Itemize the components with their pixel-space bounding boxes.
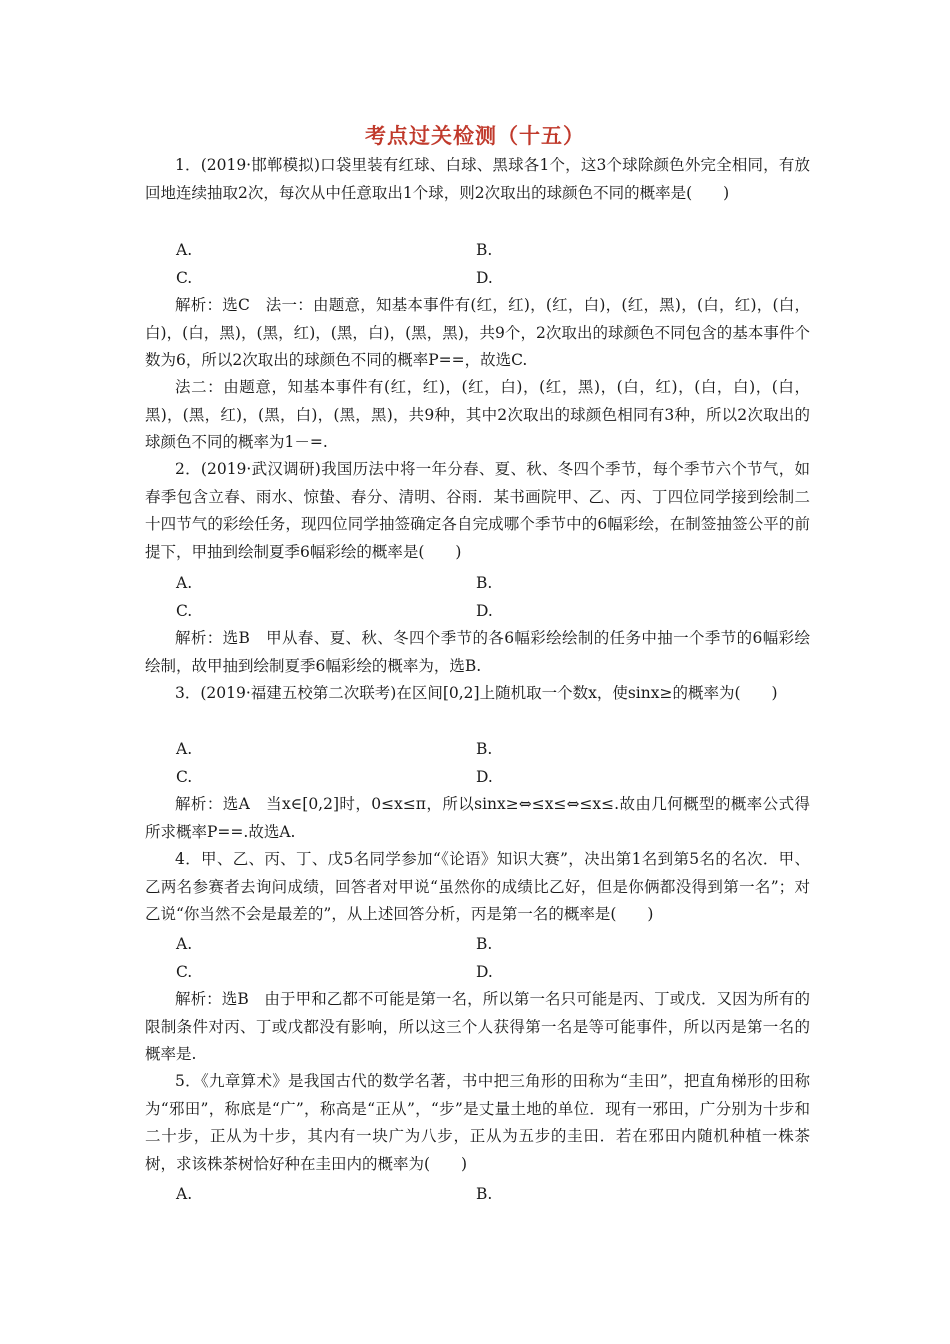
question-3-stem: 3．(2019·福建五校第二次联考)在区间[0,2]上随机取一个数x，使sinx≥的概率为( ) [175, 684, 778, 702]
q4-option-b: B. [476, 935, 493, 953]
question-4-stem: 4．甲、乙、丙、丁、戊5名同学参加“《论语》知识大赛”，决出第1名到第5名的名次．甲、乙两名参赛者去询问成绩，回答者对甲说“虽然你的成绩比乙好，但是你俩都没得到第一名”；对乙说“你当然不会是最差的”，从上述回答分析，丙是第一名的概率是( ) [145, 850, 810, 924]
q3-option-c: C. [176, 768, 193, 786]
q3-option-b: B. [476, 740, 493, 758]
q5-option-b: B. [476, 1185, 493, 1203]
q2-option-c: C. [176, 602, 193, 620]
q2-solution: 解析：选B 甲从春、夏、秋、冬四个季节的各6幅彩绘绘制的任务中抽一个季节的6幅彩绘绘制，故甲抽到绘制夏季6幅彩绘的概率为，选B. [145, 629, 810, 675]
q1-option-b: B. [476, 241, 493, 259]
page-title: 考点过关检测（十五） [365, 123, 585, 148]
q1-option-d: D. [476, 269, 493, 287]
q4-option-c: C. [176, 963, 193, 981]
q4-solution: 解析：选B 由于甲和乙都不可能是第一名，所以第一名只可能是丙、丁或戊．又因为所有的限制条件对丙、丁或戊都没有影响，所以这三个人获得第一名是等可能事件，所以丙是第一名的概率是. [145, 990, 810, 1064]
q1-option-c: C. [176, 269, 193, 287]
q1-option-a: A. [176, 241, 193, 259]
q4-option-a: A. [176, 935, 193, 953]
q5-option-a: A. [176, 1185, 193, 1203]
question-1-stem: 1．(2019·邯郸模拟)口袋里装有红球、白球、黑球各1个，这3个球除颜色外完全相同，有放回地连续抽取2次，每次从中任意取出1个球，则2次取出的球颜色不同的概率是( ) [145, 156, 810, 202]
question-5-stem: 5．《九章算术》是我国古代的数学名著，书中把三角形的田称为“圭田”，把直角梯形的田称为“邪田”，称底是“广”，称高是“正从”，“步”是丈量土地的单位．现有一邪田，广分别为十步和二十步，正从为十步，其内有一块广为八步，正从为五步的圭田．若在邪田内随机种植一株茶树，求该株茶树恰好种在圭田内的概率为( ) [145, 1072, 810, 1173]
q2-option-d: D. [476, 602, 493, 620]
q3-option-d: D. [476, 768, 493, 786]
q1-solution-method-1: 解析：选C 法一：由题意，知基本事件有(红，红)，(红，白)，(红，黑)，(白，红)，(白，白)，(白，黑)，(黑，红)，(黑，白)，(黑，黑)，共9个，2次取出的球颜色不同包含的基本事件个数为6，所以2次取出的球颜色不同的概率P==，故选C. [145, 296, 810, 370]
q4-option-d: D. [476, 963, 493, 981]
question-2-stem: 2．(2019·武汉调研)我国历法中将一年分春、夏、秋、冬四个季节，每个季节六个节气，如春季包含立春、雨水、惊蛰、春分、清明、谷雨．某书画院甲、乙、丙、丁四位同学接到绘制二十四节气的彩绘任务，现四位同学抽签确定各自完成哪个季节中的6幅彩绘，在制签抽签公平的前提下，甲抽到绘制夏季6幅彩绘的概率是( ) [145, 460, 810, 561]
q2-option-a: A. [176, 574, 193, 592]
q1-solution-method-2: 法二：由题意，知基本事件有(红，红)，(红，白)，(红，黑)，(白，红)，(白，白)，(白，黑)，(黑，红)，(黑，白)，(黑，黑)，共9种，其中2次取出的球颜色相同有3种，所以2次取出的球颜色不同的概率为1－=. [145, 378, 810, 452]
q3-option-a: A. [176, 740, 193, 758]
q3-solution: 解析：选A 当x∈[0,2]时，0≤x≤π，所以sinx≥⇔≤x≤⇔≤x≤.故由几何概型的概率公式得所求概率P==.故选A. [145, 795, 810, 841]
q2-option-b: B. [476, 574, 493, 592]
